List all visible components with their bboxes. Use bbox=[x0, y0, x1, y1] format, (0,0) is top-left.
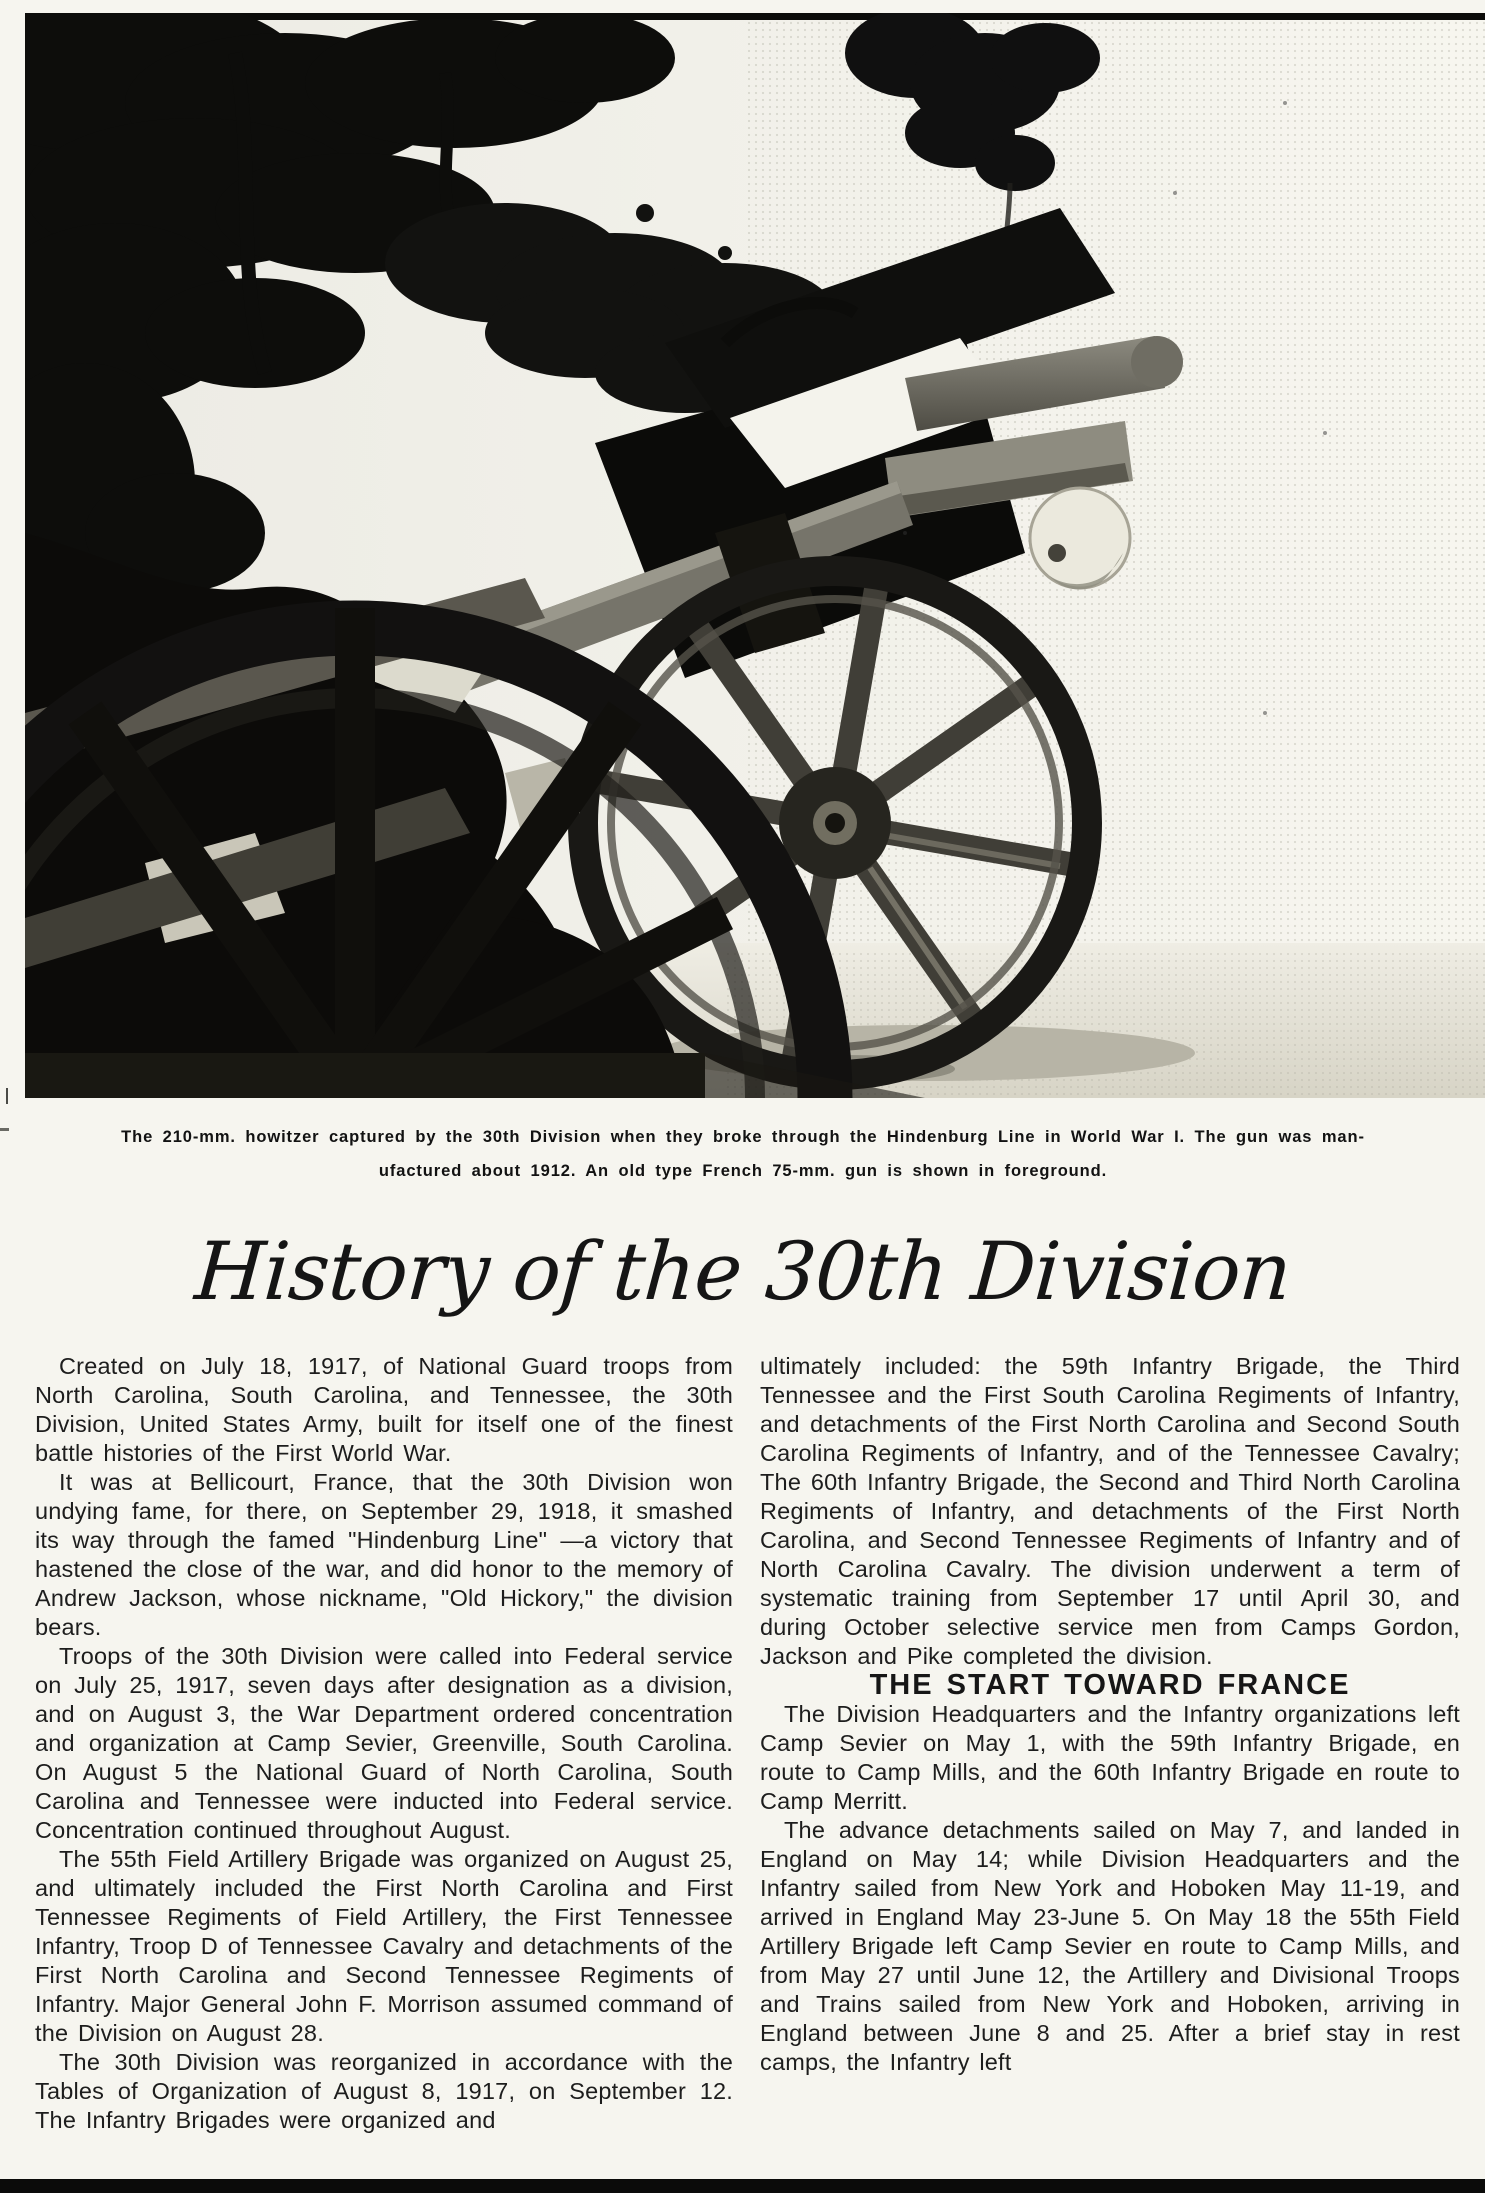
scan-speck bbox=[6, 1088, 8, 1104]
left-column bbox=[35, 1352, 733, 2135]
body-paragraph: The 30th Division was reorganized in accordance with the Tables of Organization of August 8, 1917, on September 12. The Infantry Brigades were organized and bbox=[35, 2049, 733, 2133]
body-paragraph: The advance detachments sailed on May 7, and landed in England on May 14; while Division Headquarters and the Infantry sailed from New York and Hoboken May 11-19, and arrived in England May 23-June 5. On May 18 the 55th Field Artillery Brigade left Camp Sevier en route to Camp Mills, and from May 27 until June 12, the Artillery and Divisional Troops and Trains sailed from New York and Hoboken, arriving in England between June 8 and 25. After a brief stay in rest camps, the Infantry left bbox=[760, 1817, 1460, 2075]
body-paragraph: The 55th Field Artillery Brigade was organized on August 25, and ultimately included the First North Carolina and First Tennessee Regiments of Field Artillery, the First Tennessee Infantry, Troop D of Tennessee Cavalry and detachments of the First North Carolina and Second Tennessee Regiments of Infantry. Major General John F. Morrison assumed command of the Division on August 28. bbox=[35, 1846, 733, 2046]
body-paragraph: The Division Headquarters and the Infantry organizations left Camp Sevier on May 1, with the 59th Infantry Brigade, en route to Camp Mills, and the 60th Infantry Brigade en route to Camp Merritt. bbox=[760, 1701, 1460, 1814]
howitzer-photo bbox=[25, 13, 1485, 1098]
body-paragraph: It was at Bellicourt, France, that the 30th Division won undying fame, for there, on September 29, 1918, it smashed its way through the famed "Hindenburg Line" —a victory that hastened the close of the war, and did honor to the memory of Andrew Jackson, whose nickname, "Old Hickory," the division bears. bbox=[35, 1469, 733, 1640]
photo-caption-line1: The 210-mm. howitzer captured by the 30th Division when they broke through the Hindenburg Line in World War I. The gun was man- bbox=[121, 1128, 1365, 1146]
body-paragraph: Troops of the 30th Division were called into Federal service on July 25, 1917, seven days after designation as a division, and on August 3, the War Department ordered concentration and organization at Camp Sevier, Greenville, South Carolina. On August 5 the National Guard of North Carolina, South Carolina and Tennessee were inducted into Federal service. Concentration continued throughout August. bbox=[35, 1643, 733, 1843]
page-bottom-scan-bar bbox=[0, 2179, 1485, 2193]
page-title: History of the 30th Division bbox=[192, 1225, 1294, 1318]
right-column bbox=[760, 1352, 1460, 2077]
body-paragraph-continuation: ultimately included: the 59th Infantry Brigade, the Third Tennessee and the First South Carolina Regiments of Infantry, and detachments of the First North Carolina and Second South Carolina Regiments of Infantry, and of the Tennessee Cavalry; The 60th Infantry Brigade, the Second and Third North Carolina Regiments of Infantry, and detachments of the First North Carolina, and Second Tennessee Regiments of Infantry and of North Carolina Cavalry. The division underwent a term of systematic training from September 17 until April 30, and during October selective service men from Camps Gordon, Jackson and Pike completed the division. bbox=[760, 1353, 1460, 1669]
photo-caption bbox=[38, 1120, 1448, 1188]
section-heading: THE START TOWARD FRANCE bbox=[869, 1669, 1351, 1701]
scan-speck bbox=[0, 1128, 9, 1131]
howitzer-photo-illustration bbox=[25, 13, 1485, 1098]
body-paragraph: Created on July 18, 1917, of National Guard troops from North Carolina, South Carolina, and Tennessee, the 30th Division, United States Army, built for itself one of the finest battle histories of the First World War. bbox=[35, 1353, 733, 1466]
photo-caption-line2: ufactured about 1912. An old type French 75-mm. gun is shown in foreground. bbox=[378, 1162, 1108, 1180]
